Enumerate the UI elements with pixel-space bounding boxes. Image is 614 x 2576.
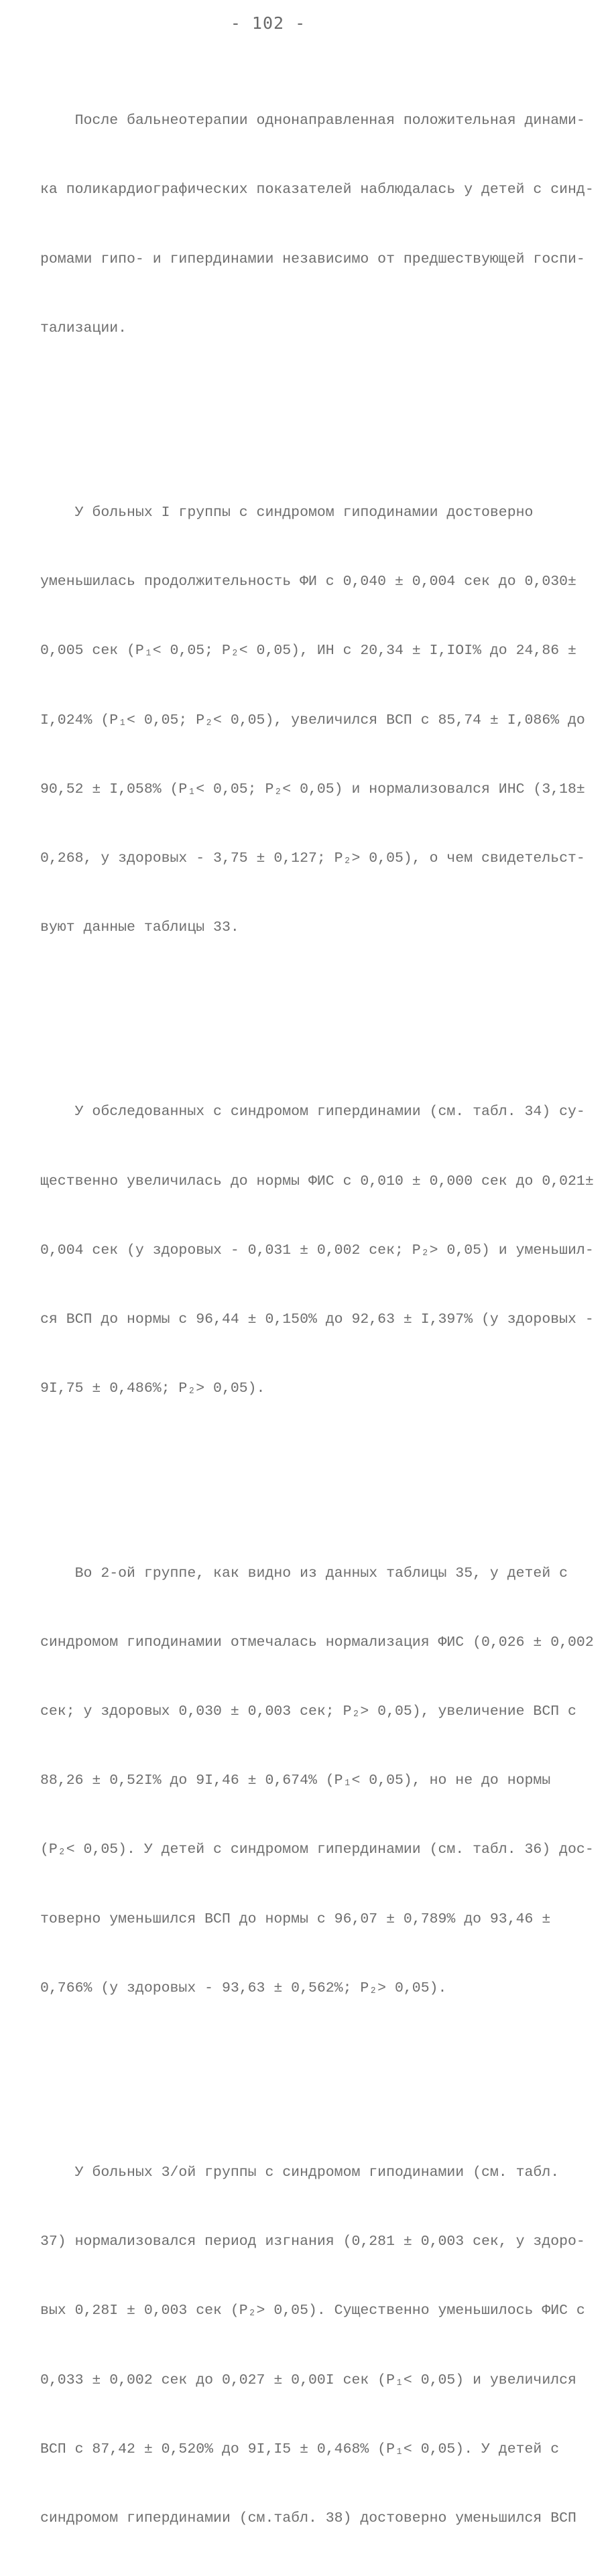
text-line: У больных I группы с синдромом гиподинамии достоверно — [40, 505, 534, 521]
text-line: товерно уменьшился ВСП до нормы с 96,07 ± 0,789% до 93,46 ± — [40, 1911, 551, 1927]
text-line: После бальнеотерапии однонаправленная положительная динами- — [40, 113, 585, 129]
text-line: синдромом гипердинамии (см.табл. 38) достоверно уменьшился ВСП — [40, 2510, 576, 2526]
text-line: 0,033 ± 0,002 сек до 0,027 ± 0,00I сек (P₁< 0,05) и увеличился — [40, 2372, 576, 2388]
text-line: вых 0,28I ± 0,003 сек (P₂> 0,05). Существенно уменьшилось ФИС с — [40, 2303, 585, 2319]
text-line: уменьшилась продолжительность ФИ с 0,040 ± 0,004 сек до 0,030± — [40, 574, 576, 590]
text-line: щественно увеличилась до нормы ФИС с 0,010 ± 0,000 сек до 0,021± — [40, 1173, 594, 1189]
text-line: сек; у здоровых 0,030 ± 0,003 сек; P₂> 0,05), увеличение ВСП с — [40, 1703, 576, 1720]
text-line: 0,766% (у здоровых - 93,63 ± 0,562%; P₂> 0,05). — [40, 1980, 447, 1996]
paragraph-gap — [40, 386, 576, 409]
text-line: ся ВСП до нормы с 96,44 ± 0,150% до 92,63 ± I,397% (у здоровых - — [40, 1311, 594, 1328]
text-line: ромами гипо- и гипердинамии независимо от предшествующей госпи- — [40, 251, 585, 267]
text-line: 9I,75 ± 0,486%; P₂> 0,05). — [40, 1380, 265, 1397]
paragraph-gap — [40, 1447, 576, 1470]
text-line: I,024% (P₁< 0,05; P₂< 0,05), увеличился ВСП с 85,74 ± I,086% до — [40, 712, 585, 728]
text-line: 0,004 сек (у здоровых - 0,031 ± 0,002 сек; P₂> 0,05) и уменьшил- — [40, 1242, 594, 1259]
paragraph-gap — [40, 985, 576, 1008]
text-line: тализации. — [40, 320, 127, 336]
page-number: - 102 - — [230, 13, 306, 33]
text-line: 0,005 сек (P₁< 0,05; P₂< 0,05), ИН с 20,34 ± I,IOI% до 24,86 ± — [40, 643, 576, 659]
text-line: У больных 3/ой группы с синдромом гиподинамии (см. табл. — [40, 2164, 560, 2181]
text-line: У обследованных с синдромом гипердинамии (см. табл. 34) су- — [40, 1104, 585, 1120]
text-line: (P₂< 0,05). У детей с синдромом гипердинамии (см. табл. 36) дос- — [40, 1842, 594, 1858]
paragraph-gap — [40, 2046, 576, 2069]
body-text — [40, 40, 594, 2576]
text-line: синдромом гиподинамии отмечалась нормализация ФИС (0,026 ± 0,002 — [40, 1634, 594, 1651]
text-line: вуют данные таблицы 33. — [40, 919, 239, 936]
text-line: 90,52 ± I,058% (P₁< 0,05; P₂< 0,05) и нормализовался ИНС (3,18± — [40, 781, 585, 797]
text-line: 0,268, у здоровых - 3,75 ± 0,127; P₂> 0,05), о чем свидетельст- — [40, 850, 585, 867]
text-line: 88,26 ± 0,52I% до 9I,46 ± 0,674% (P₁< 0,05), но не до нормы — [40, 1773, 551, 1789]
text-line: 37) нормализовался период изгнания (0,281 ± 0,003 сек, у здоро- — [40, 2234, 585, 2250]
text-line: Во 2-ой группе, как видно из данных таблицы 35, у детей с — [40, 1565, 568, 1582]
text-line: ВСП с 87,42 ± 0,520% до 9I,I5 ± 0,468% (P₁< 0,05). У детей с — [40, 2441, 560, 2457]
text-line: ка поликардиографических показателей наблюдалась у детей с синд- — [40, 182, 594, 198]
